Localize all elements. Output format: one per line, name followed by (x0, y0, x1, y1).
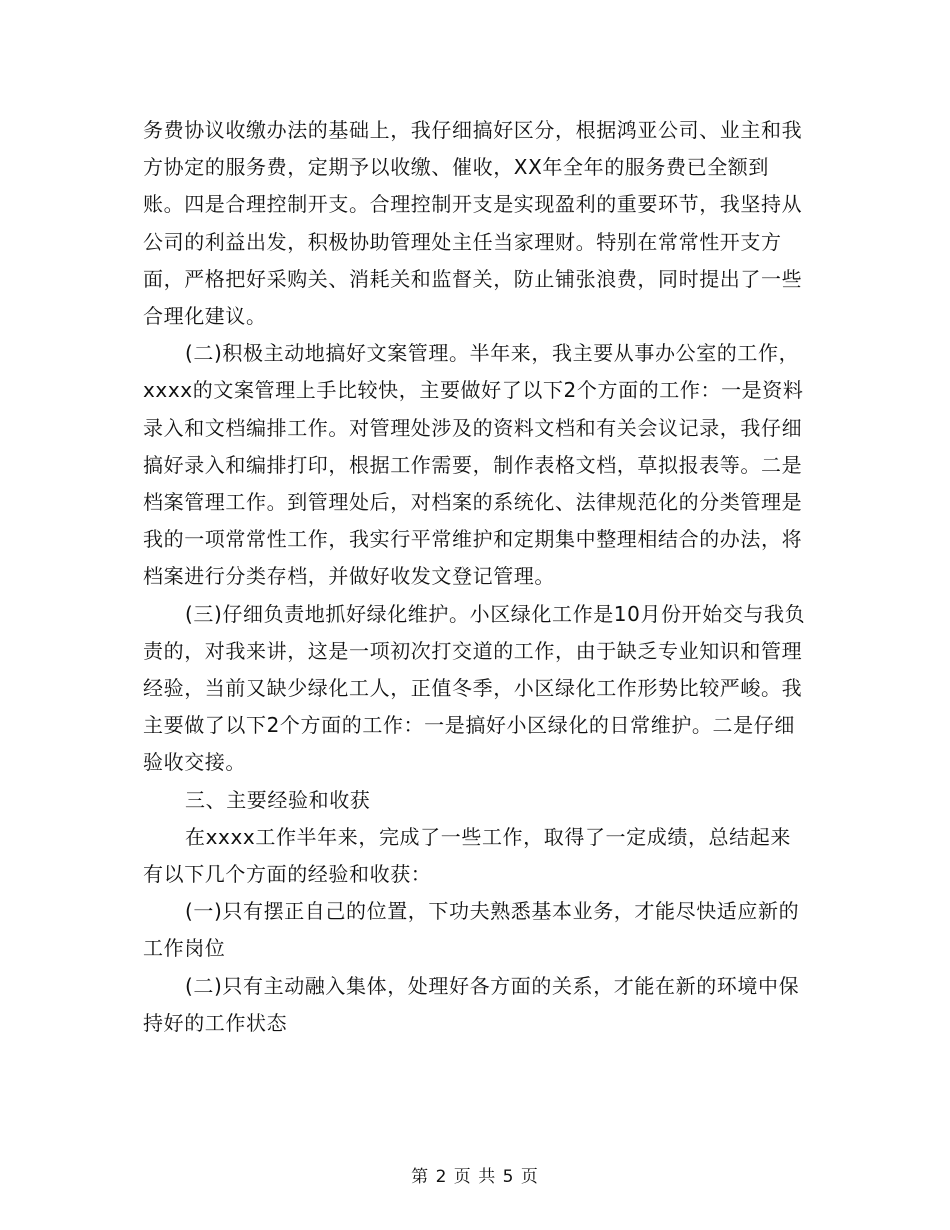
paragraph-greening-maintenance: (三)仔细负责地抓好绿化维护。小区绿化工作是10月份开始交与我负责的，对我来讲，这是一项初次打交道的工作，由于缺乏专业知识和管理经验，当前又缺少绿化工人，正值冬季，小区绿化工作形势比较严峻。我主要做了以下2个方面的工作：一是搞好小区绿化的日常维护。二是仔细验收交接。 (143, 601, 806, 775)
paragraph-experience-two: (二)只有主动融入集体，处理好各方面的关系，才能在新的环境中保持好的工作状态 (143, 973, 800, 1035)
paragraph-experience-one: (一)只有摆正自己的位置，下功夫熟悉基本业务，才能尽快适应新的工作岗位 (143, 899, 800, 961)
page-footer: 第 2 页 共 5 页 (411, 1167, 539, 1187)
paragraph-document-management: (二)积极主动地搞好文案管理。半年来，我主要从事办公室的工作，xxxx的文案管理上手比较快，主要做好了以下2个方面的工作：一是资料录入和文档编排工作。对管理处涉及的资料文档和有关会议记录，我仔细搞好录入和编排打印，根据工作需要，制作表格文档，草拟报表等。二是档案管理工作。到管理处后，对档案的系统化、法律规范化的分类管理是我的一项常常性工作，我实行平常维护和定期集中整理相结合的办法，将档案进行分类存档，并做好收发文登记管理。 (143, 341, 804, 589)
paragraph-summary-intro: 在xxxx工作半年来，完成了一些工作，取得了一定成绩，总结起来有以下几个方面的经验和收获： (143, 824, 791, 887)
section-heading-experience: 三、主要经验和收获 (185, 787, 371, 812)
paragraph-fee-collection: 务费协议收缴办法的基础上，我仔细搞好区分，根据鸿亚公司、业主和我方协定的服务费，定期予以收缴、催收，XX年全年的服务费已全额到账。四是合理控制开支。合理控制开支是实现盈利的重要环节，我坚持从公司的利益出发，积极协助管理处主任当家理财。特别在常常性开支方面，严格把好采购关、消耗关和监督关，防止铺张浪费，同时提出了一些合理化建议。 (143, 118, 803, 329)
document-body (143, 112, 808, 1042)
